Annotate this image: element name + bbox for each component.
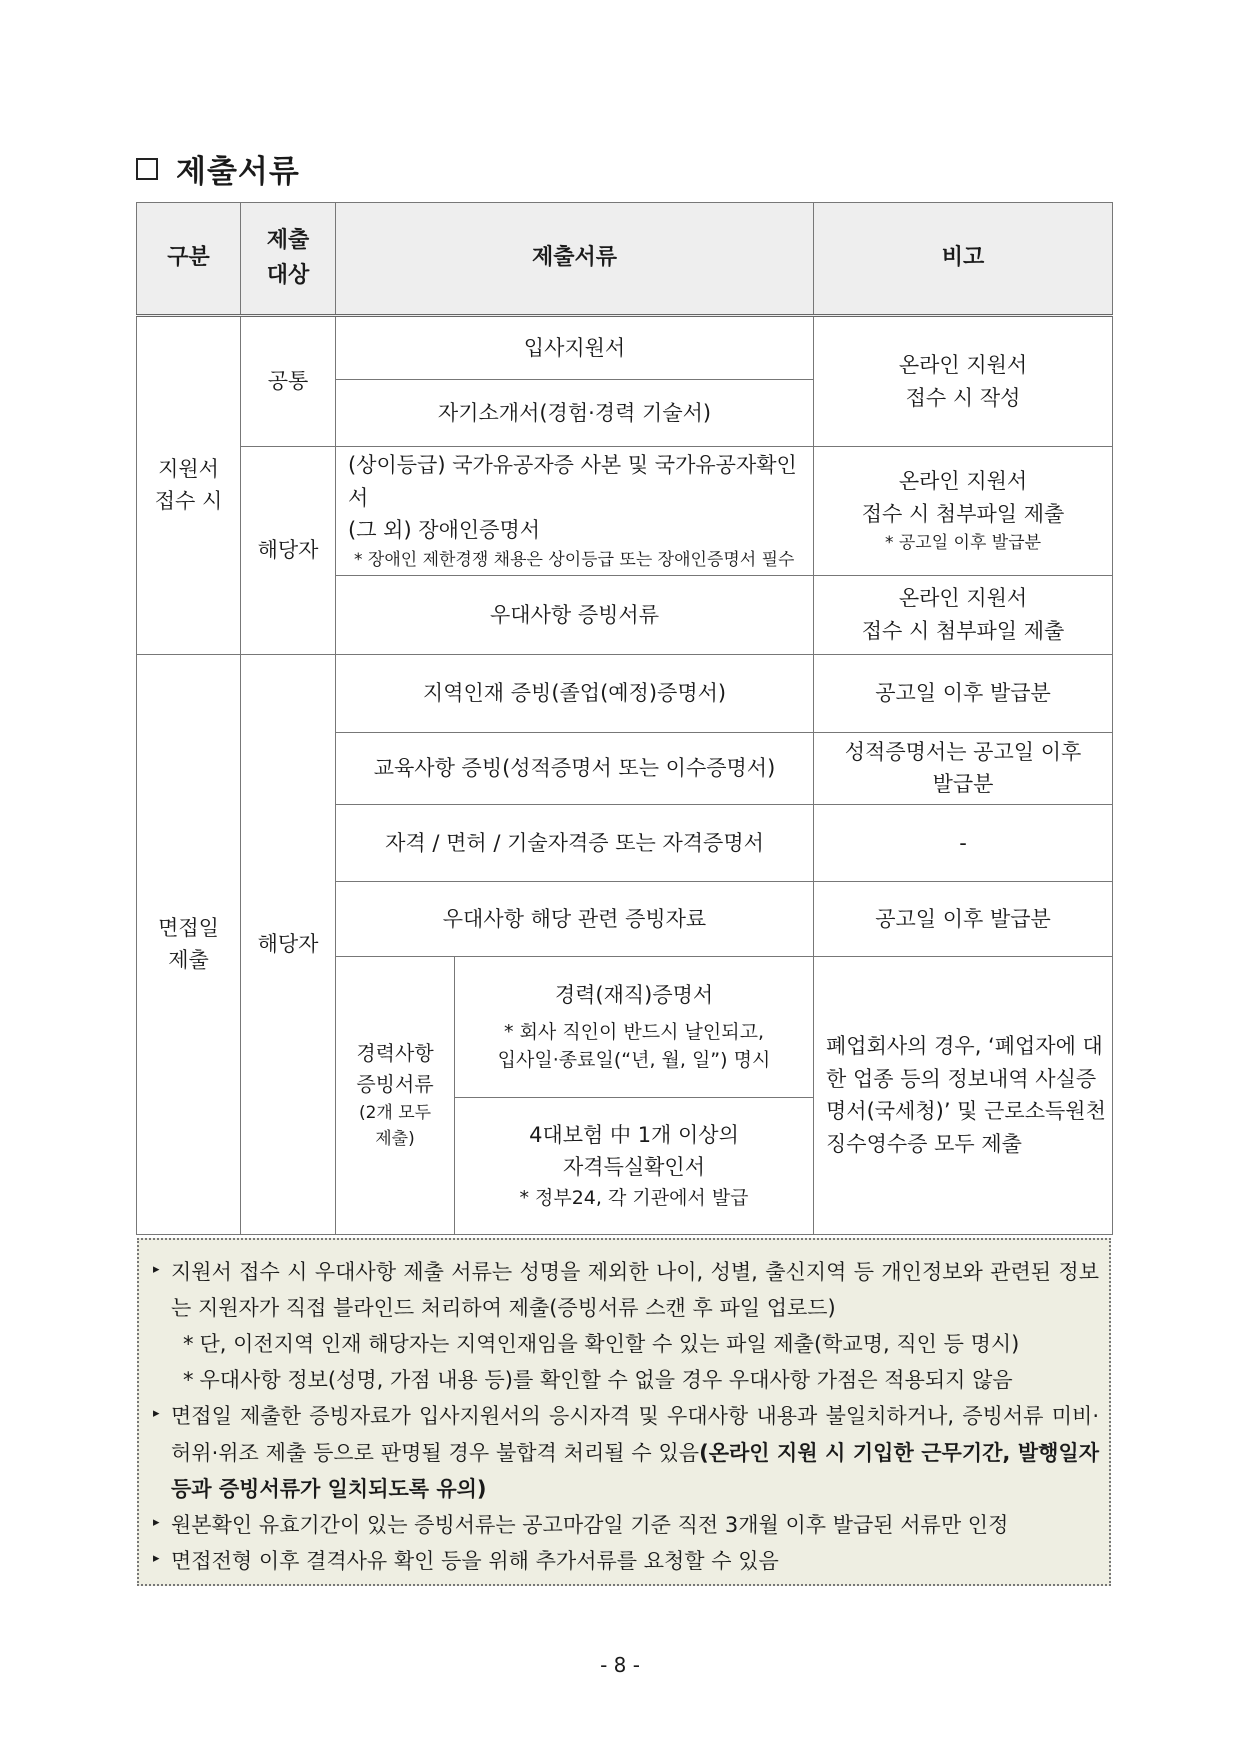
page-title: 제출서류 xyxy=(176,154,300,190)
list-item xyxy=(153,1254,1099,1326)
section-heading xyxy=(136,146,300,191)
category-application: 지원서 접수 시 xyxy=(137,316,241,655)
remark-attach-text: 온라인 지원서 접수 시 첨부파일 제출 xyxy=(861,469,1065,526)
list-item xyxy=(153,1543,1099,1579)
doc-regional-talent: 지역인재 증빙(졸업(예정)증명서) xyxy=(336,654,814,732)
header-category: 구분 xyxy=(137,203,241,316)
target-applicable: 해당자 xyxy=(241,447,336,655)
note-relocated-region: 단, 이전지역 인재 해당자는 지역인재임을 확인할 수 있는 파일 제출(학교명, 직인 등 명시) xyxy=(199,1332,1020,1357)
doc-license: 자격 / 면허 / 기술자격증 또는 자격증명서 xyxy=(336,804,814,881)
target-interview: 해당자 xyxy=(241,654,336,1234)
triangle-bullet-icon: ▸ xyxy=(153,1514,160,1530)
remark-closed-company: 폐업회사의 경우, ‘폐업자에 대한 업종 등의 정보내역 사실증명서(국세청)’ 및 근로소득원천징수영수증 모두 제출 xyxy=(814,956,1113,1234)
checkbox-square-icon xyxy=(136,158,158,180)
note-preference-points: 우대사항 정보(성명, 가점 내용 등)를 확인할 수 없을 경우 우대사항 가점은 적용되지 않음 xyxy=(199,1368,1013,1393)
remark-attach-after-notice xyxy=(814,447,1113,576)
employment-cert-title: 경력(재직)증명서 xyxy=(554,983,714,1008)
table-row xyxy=(137,316,1113,380)
career-label-note: (2개 모두 제출) xyxy=(358,1103,432,1150)
employment-cert-note: * 회사 직인이 반드시 날인되고, 입사일·종료일(“년, 월, 일”) 명시 xyxy=(497,1020,771,1072)
doc-preference-proof: 우대사항 증빙서류 xyxy=(336,575,814,654)
header-documents: 제출서류 xyxy=(336,203,814,316)
table-row xyxy=(137,447,1113,576)
remark-issued-note: * 공고일 이후 발급분 xyxy=(884,533,1042,554)
doc-merit-disability xyxy=(336,447,814,576)
insurance-cert-note: * 정부24, 각 기관에서 발급 xyxy=(519,1186,749,1209)
note-additional-docs: 면접전형 이후 결격사유 확인 등을 위해 추가서류를 요청할 수 있음 xyxy=(171,1548,779,1573)
remark-attach: 온라인 지원서 접수 시 첨부파일 제출 xyxy=(814,575,1113,654)
triangle-bullet-icon: ▸ xyxy=(153,1406,160,1422)
table-header-row xyxy=(137,203,1113,316)
triangle-bullet-icon: ▸ xyxy=(153,1550,160,1566)
note-disqualification-bold: (온라인 지원 시 기입한 근무기간, 발행일자 등과 증빙서류가 일치되도록 유의) xyxy=(171,1440,1100,1501)
header-target: 제출 대상 xyxy=(241,203,336,316)
header-remarks: 비고 xyxy=(814,203,1113,316)
insurance-cert-title: 4대보험 中 1개 이상의 자격득실확인서 xyxy=(529,1122,739,1180)
target-common: 공통 xyxy=(241,316,336,447)
career-group-label xyxy=(336,956,455,1234)
page-number: - 8 - xyxy=(600,1653,640,1677)
note-disqualification-text: 면접일 제출한 증빙자료가 입사지원서의 응시자격 및 우대사항 내용과 불일치하거나, 증빙서류 미비·허위·위조 제출 등으로 판명될 경우 불합격 처리될 수 있음 xyxy=(171,1404,1099,1465)
triangle-bullet-icon: ▸ xyxy=(153,1262,160,1277)
remark-education: 성적증명서는 공고일 이후 발급분 xyxy=(814,732,1113,804)
list-item xyxy=(153,1362,1099,1398)
doc-employment-cert xyxy=(455,956,814,1097)
remark-license: - xyxy=(814,804,1113,881)
doc-self-introduction: 자기소개서(경험·경력 기술서) xyxy=(336,380,814,447)
documents-table xyxy=(136,202,1113,1235)
remark-regional-talent: 공고일 이후 발급분 xyxy=(814,654,1113,732)
doc-insurance-cert xyxy=(455,1097,814,1234)
list-item xyxy=(153,1326,1099,1362)
asterisk-icon: * xyxy=(183,1368,194,1393)
notice-box xyxy=(137,1238,1111,1586)
table-row xyxy=(137,654,1113,732)
doc-disability-note: * 장애인 제한경쟁 채용은 상이등급 또는 장애인증명서 필수 xyxy=(354,549,795,570)
list-item xyxy=(153,1398,1099,1506)
remark-online-write: 온라인 지원서 접수 시 작성 xyxy=(814,316,1113,447)
doc-application-form: 입사지원서 xyxy=(336,316,814,380)
doc-merit-line: (상이등급) 국가유공자증 사본 및 국가유공자확인서 xyxy=(348,453,797,510)
remark-preference-evidence: 공고일 이후 발급분 xyxy=(814,881,1113,956)
note-disqualification xyxy=(171,1398,1099,1506)
list-item xyxy=(153,1507,1099,1543)
doc-disability-line: (그 외) 장애인증명서 xyxy=(348,518,541,543)
note-validity: 원본확인 유효기간이 있는 증빙서류는 공고마감일 기준 직전 3개월 이후 발급된 서류만 인정 xyxy=(171,1512,1009,1537)
doc-preference-evidence: 우대사항 해당 관련 증빙자료 xyxy=(336,881,814,956)
asterisk-icon: * xyxy=(183,1332,194,1357)
note-blind: 지원서 접수 시 우대사항 제출 서류는 성명을 제외한 나이, 성별, 출신지역 등 개인정보와 관련된 정보는 지원자가 직접 블라인드 처리하여 제출(증빙서류 스캔 후 파일 업로드) xyxy=(171,1260,1099,1321)
career-label: 경력사항 증빙서류 xyxy=(356,1041,434,1097)
doc-education: 교육사항 증빙(성적증명서 또는 이수증명서) xyxy=(336,732,814,804)
category-interview: 면접일 제출 xyxy=(137,654,241,1234)
